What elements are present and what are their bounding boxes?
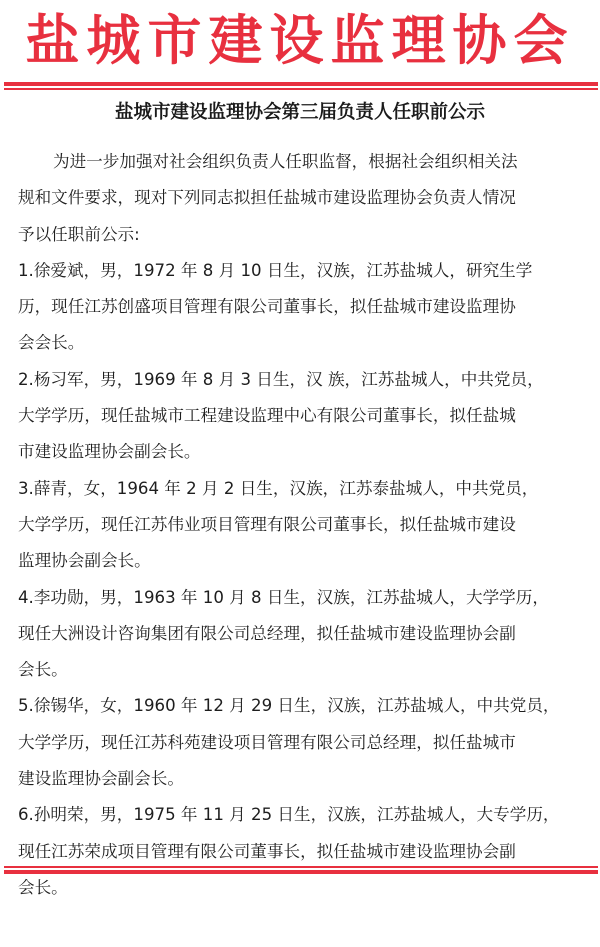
candidate-entry-5 xyxy=(18,688,584,797)
document-body xyxy=(18,144,584,906)
intro-paragraph xyxy=(18,144,584,253)
candidate-line: 大学学历，现任江苏伟业项目管理有限公司董事长，拟任盐城市建设 xyxy=(18,514,516,534)
intro-line: 予以任职前公示: xyxy=(18,224,140,244)
candidate-line: 大学学历，现任江苏科苑建设项目管理有限公司总经理，拟任盐城市 xyxy=(18,732,516,752)
candidate-line: 历，现任江苏创盛项目管理有限公司董事长，拟任盐城市建设监理协 xyxy=(18,297,516,317)
candidate-line: 5.徐锡华，女，1960 年 12 月 29 日生，汉族，江苏盐城人，中共党员， xyxy=(18,696,560,716)
candidate-line: 会会长。 xyxy=(18,333,85,353)
candidate-line: 1.徐爱斌，男，1972 年 8 月 10 日生，汉族，江苏盐城人，研究生学 xyxy=(18,260,533,280)
candidate-entry-1 xyxy=(18,253,584,362)
document-title: 盐城市建设监理协会第三届负责人任职前公示 xyxy=(114,102,485,123)
masthead-title: 盐城市建设监理协会 xyxy=(25,8,575,72)
candidate-line: 3.薛青，女，1964 年 2 月 2 日生，汉族，江苏泰盐城人，中共党员， xyxy=(18,478,539,498)
candidate-entry-2 xyxy=(18,362,584,471)
candidate-entry-6 xyxy=(18,797,584,906)
footer-rule-thick xyxy=(4,870,598,874)
candidate-line: 大学学历，现任盐城市工程建设监理中心有限公司董事长，拟任盐城 xyxy=(18,406,516,426)
intro-line: 规和文件要求，现对下列同志拟担任盐城市建设监理协会负责人情况 xyxy=(18,188,516,208)
candidate-line: 会长。 xyxy=(18,660,68,680)
candidate-line: 6.孙明荣，男，1975 年 11 月 25 日生，汉族，江苏盐城人，大专学历， xyxy=(18,805,560,825)
candidate-line: 现任江苏荣成项目管理有限公司董事长，拟任盐城市建设监理协会副 xyxy=(18,841,516,861)
candidate-line: 现任大洲设计咨询集团有限公司总经理，拟任盐城市建设监理协会副 xyxy=(18,623,516,643)
footer-rule-thin xyxy=(4,866,598,868)
candidate-line: 建设监理协会副会长。 xyxy=(18,769,184,789)
masthead-rule-thick xyxy=(4,82,598,86)
candidate-line: 2.杨习军，男，1969 年 8 月 3 日生，汉 族，江苏盐城人，中共党员， xyxy=(18,369,544,389)
candidate-line: 市建设监理协会副会长。 xyxy=(18,442,201,462)
masthead-rule-thin xyxy=(4,88,598,90)
candidate-line: 4.李功勋，男，1963 年 10 月 8 日生，汉族，江苏盐城人，大学学历， xyxy=(18,587,549,607)
candidate-entry-4 xyxy=(18,580,584,689)
candidate-entry-3 xyxy=(18,471,584,580)
candidate-line: 会长。 xyxy=(18,877,68,897)
intro-line: 为进一步加强对社会组织负责人任职监督，根据社会组织相关法 xyxy=(53,152,518,171)
candidate-line: 监理协会副会长。 xyxy=(18,551,151,571)
